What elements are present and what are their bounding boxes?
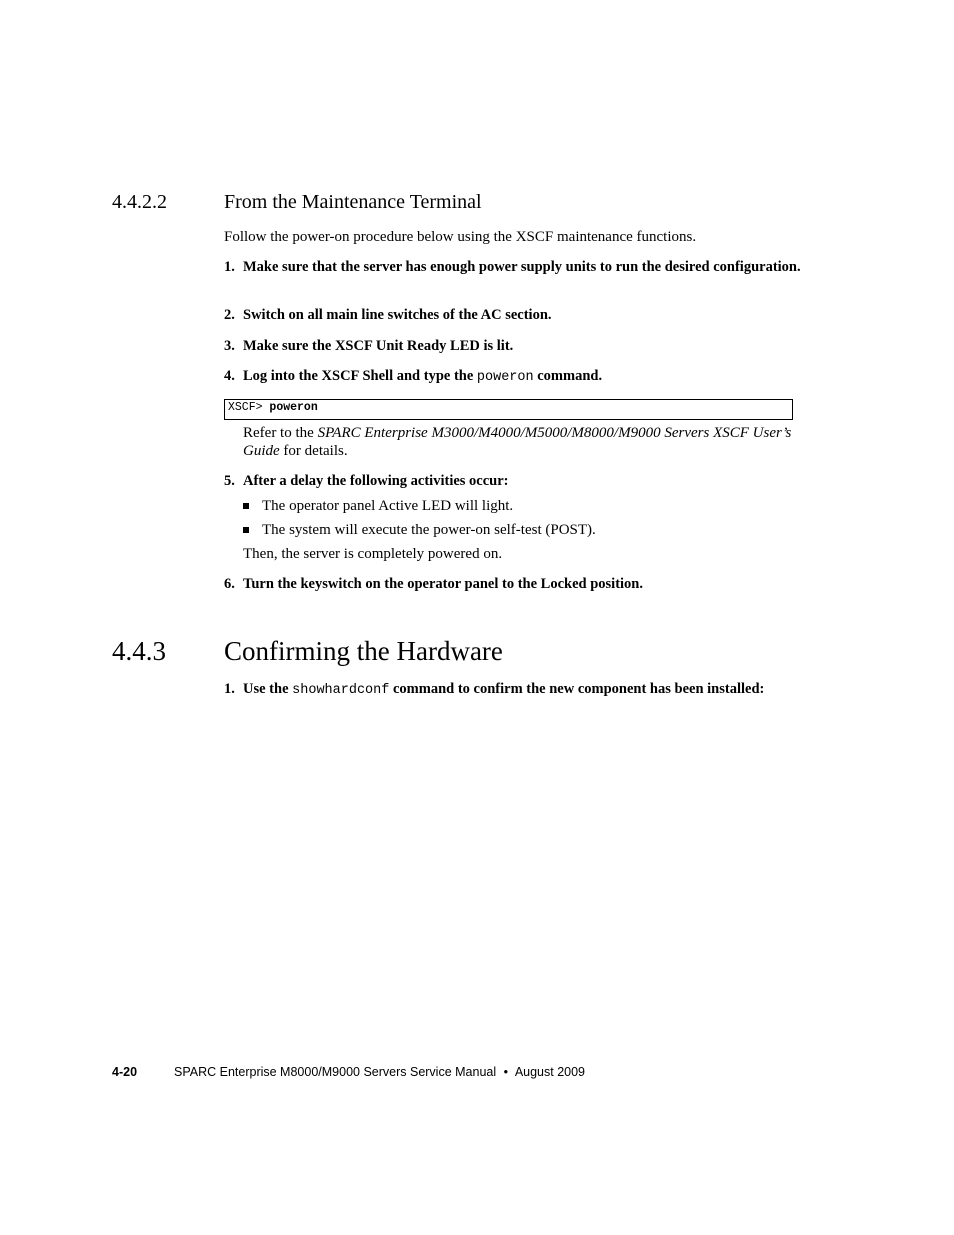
step-number: 1.: [224, 259, 235, 275]
step-1: [224, 258, 804, 298]
footer-title: SPARC Enterprise M8000/M9000 Servers Service Manual: [174, 1065, 497, 1079]
refer-before: Refer to the: [243, 425, 314, 441]
bullet-square-icon: [243, 503, 249, 509]
section-title: Confirming the Hardware: [224, 636, 503, 666]
step-number: 2.: [224, 307, 235, 323]
step-text: Switch on all main line switches of the AC section.: [243, 307, 552, 323]
footer-date: August 2009: [514, 1065, 586, 1079]
step-text: Make sure the XSCF Unit Ready LED is lit.: [243, 338, 514, 354]
then-paragraph: Then, the server is completely powered on.: [243, 546, 503, 562]
step-number: 4.: [224, 368, 235, 384]
step-1: [224, 680, 804, 720]
step-number: 6.: [224, 576, 235, 592]
code-command: poweron: [269, 401, 318, 414]
refer-paragraph: [243, 424, 793, 460]
step-text: After a delay the following activities occur:: [243, 473, 509, 489]
step-6: [224, 575, 804, 595]
step-5: [224, 472, 804, 492]
step-text: Make sure that the server has enough power supply units to run the desired configuration.: [243, 259, 801, 275]
step-text-before: Log into the XSCF Shell and type the: [243, 368, 474, 384]
inline-code: showhardconf: [292, 683, 390, 698]
bullet-text: The operator panel Active LED will light.: [262, 498, 514, 514]
code-block: [224, 399, 793, 420]
section-number: 4.4.3: [112, 636, 166, 666]
section-title: From the Maintenance Terminal: [224, 191, 482, 213]
step-4: [224, 367, 804, 387]
step-text: Turn the keyswitch on the operator panel to the Locked position.: [243, 576, 643, 592]
bullet-text: The system will execute the power-on self-test (POST).: [262, 522, 596, 538]
step-3: [224, 337, 804, 357]
refer-after: for details.: [283, 443, 348, 459]
bullet-square-icon: [243, 527, 249, 533]
step-text-before: Use the: [243, 681, 289, 697]
inline-code: poweron: [476, 370, 534, 385]
bullet-item: [243, 497, 803, 517]
bullet-item: [243, 521, 803, 541]
step-2: [224, 306, 804, 326]
refer-guide-title: SPARC Enterprise M3000/M4000/M5000/M8000/M9000 Servers XSCF User’s Guide: [243, 425, 792, 459]
code-prompt: XSCF>: [228, 401, 263, 414]
step-number: 3.: [224, 338, 235, 354]
step-number: 5.: [224, 473, 235, 489]
page-number: 4-20: [112, 1065, 138, 1079]
step-text: [243, 680, 803, 700]
step-text-after: command.: [537, 368, 603, 384]
intro-paragraph: Follow the power-on procedure below using the XSCF maintenance functions.: [224, 229, 697, 245]
section-number: 4.4.2.2: [112, 191, 167, 213]
step-text: [243, 367, 803, 387]
step-number: 1.: [224, 681, 235, 697]
page-footer: [112, 1064, 585, 1080]
step-text-after: command to confirm the new component has been installed:: [392, 681, 765, 697]
footer-separator: •: [503, 1065, 509, 1079]
